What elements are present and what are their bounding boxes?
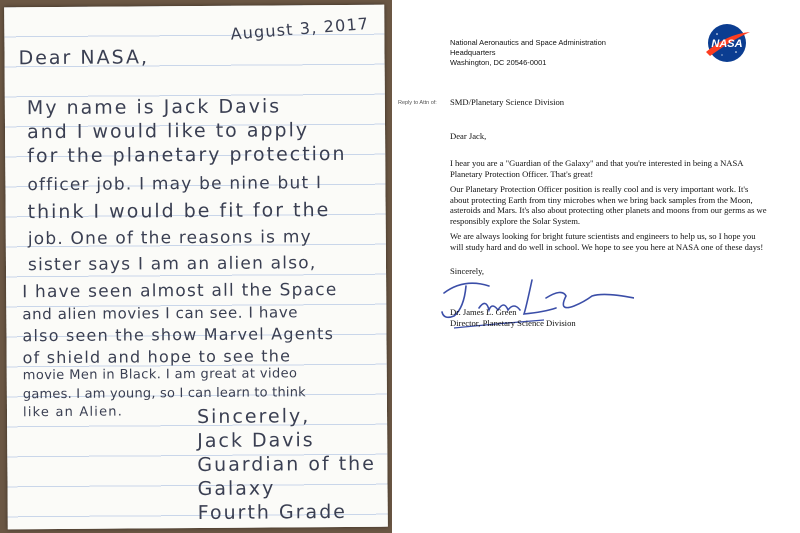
letter-closing: Sincerely, xyxy=(196,405,311,428)
letter-line: of shield and hope to see the xyxy=(22,346,292,368)
nasa-logo xyxy=(702,22,752,64)
letter-line: for the planetary protection xyxy=(27,142,347,168)
letter-line: games. I am young, so I can learn to think xyxy=(22,385,306,403)
lined-paper-sheet xyxy=(4,5,388,530)
letter-line: sister says I am an alien also, xyxy=(27,253,317,276)
headquarters-label: Headquarters xyxy=(450,48,496,57)
letterhead xyxy=(450,38,606,68)
letter-grade: Fourth Grade xyxy=(197,500,347,524)
letter-line: and alien movies I can see. I have xyxy=(22,303,299,324)
letter-title-line: Galaxy xyxy=(197,477,276,500)
reply-attn-label: Reply to Attn of: xyxy=(398,100,437,106)
salutation: Dear Jack, xyxy=(450,131,487,141)
letter-line: also seen the show Marvel Agents xyxy=(22,324,335,346)
closing: Sincerely, xyxy=(450,266,485,276)
letter-line: job. One of the reasons is my xyxy=(27,227,312,250)
letter-line: My name is Jack Davis xyxy=(26,95,282,120)
letter-greeting: Dear NASA, xyxy=(18,46,150,70)
letter-line: officer job. I may be nine but I xyxy=(27,173,323,196)
body-paragraph: We are always looking for bright future scientists and engineers to help us, so I hope you will study hard and do well in school. We hope to see you here at NASA one of these days! xyxy=(450,231,764,252)
nasa-logo-text: NASA xyxy=(711,38,743,50)
body-paragraph: I hear you are a "Guardian of the Galaxy" and that you're interested in being a NASA Planetary Protection Officer. That's great! xyxy=(450,158,744,179)
signer-title: Director, Planetary Science Division xyxy=(450,318,576,328)
letter-line: movie Men in Black. I am great at video xyxy=(22,366,298,384)
letter-date: August 3, 2017 xyxy=(229,13,370,44)
signer-name: Dr. James L. Green xyxy=(450,307,517,317)
reply-attn-value: SMD/Planetary Science Division xyxy=(450,97,565,107)
letter-line: I have seen almost all the Space xyxy=(22,280,338,303)
handwritten-letter-photo xyxy=(0,0,392,533)
nasa-reply-letter xyxy=(392,0,800,533)
letter-line: and I would like to apply xyxy=(26,119,310,144)
letter-line: like an Alien. xyxy=(22,404,124,421)
body-paragraph: Our Planetary Protection Officer position is really cool and is very important work. It's about protecting Earth from tiny microbes when we bring back samples from the Moon, asteroids and Mars. It's also about protecting other planets and moons from our germs as we responsibly explore the Solar System. xyxy=(450,184,767,226)
letter-line: think I would be fit for the xyxy=(27,199,331,224)
address: Washington, DC 20546-0001 xyxy=(450,58,547,67)
letter-title-line: Guardian of the xyxy=(197,452,376,476)
org-name: National Aeronautics and Space Administration xyxy=(450,38,606,47)
letter-signature-name: Jack Davis xyxy=(197,429,315,452)
